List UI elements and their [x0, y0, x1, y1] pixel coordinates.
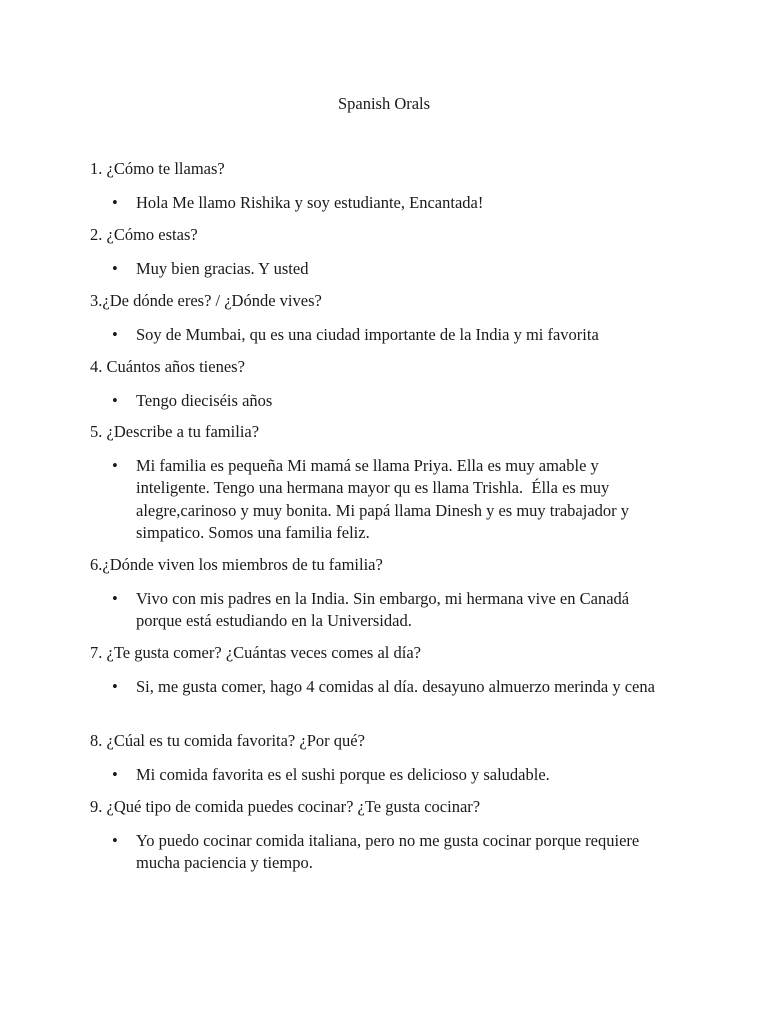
- qa-item-6: [90, 554, 690, 633]
- question-text: 8. ¿Cúal es tu comida favorita? ¿Por qué?: [90, 731, 365, 750]
- qa-item-4: [90, 356, 690, 412]
- qa-item-1: [90, 158, 690, 214]
- answer-list-item: [90, 588, 676, 633]
- qa-item-7: [90, 642, 690, 698]
- answer-text: Muy bien gracias. Y usted: [136, 258, 309, 278]
- qa-item-9: [90, 796, 690, 875]
- question-text: 4. Cuántos años tienes?: [90, 357, 245, 376]
- answer-list-item: [90, 258, 676, 281]
- bullet-icon: •: [112, 588, 118, 608]
- bullet-icon: •: [112, 764, 118, 784]
- bullet-icon: •: [112, 830, 118, 850]
- answer-list-item: [90, 455, 676, 545]
- question-text: 6.¿Dónde viven los miembros de tu familia?: [90, 555, 383, 574]
- answer-list-item: [90, 324, 676, 347]
- answer-list-item: [90, 764, 676, 787]
- document-title: Spanish Orals: [337, 94, 431, 113]
- qa-item-2: [90, 224, 690, 280]
- bullet-icon: •: [112, 676, 118, 696]
- answer-text: Hola Me llamo Rishika y soy estudiante, Encantada!: [136, 192, 484, 212]
- answer-text: Mi comida favorita es el sushi porque es delicioso y saludable.: [136, 764, 550, 784]
- qa-item-8: [90, 730, 690, 786]
- answer-text: Yo puedo cocinar comida italiana, pero no me gusta cocinar porque requiere mucha paciencia y tiempo.: [136, 830, 644, 872]
- answer-text: Si, me gusta comer, hago 4 comidas al día. desayuno almuerzo merinda y cena: [136, 676, 655, 696]
- answer-list-item: [90, 830, 676, 875]
- bullet-icon: •: [112, 390, 118, 410]
- question-text: 9. ¿Qué tipo de comida puedes cocinar? ¿Te gusta cocinar?: [90, 797, 481, 816]
- answer-text: Tengo dieciséis años: [136, 390, 273, 410]
- answer-list-item: [90, 390, 676, 413]
- answer-list-item: [90, 676, 676, 699]
- question-text: 3.¿De dónde eres? / ¿Dónde vives?: [90, 291, 322, 310]
- answer-list-item: [90, 192, 676, 215]
- bullet-icon: •: [112, 455, 118, 475]
- question-text: 5. ¿Describe a tu familia?: [90, 422, 260, 441]
- question-text: 1. ¿Cómo te llamas?: [90, 159, 225, 178]
- question-text: 2. ¿Cómo estas?: [90, 225, 198, 244]
- answer-text: Vivo con mis padres en la India. Sin embargo, mi hermana vive en Canadá porque está estudiando en la Universidad.: [136, 588, 634, 630]
- answer-text: Mi familia es pequeña Mi mamá se llama Priya. Ella es muy amable y inteligente. Tengo una hermana mayor qu es llama Trishla. Élla es muy alegre,carinoso y muy bonita. Mi papá llama Dinesh y es muy trabajador y simpatico. Somos una familia feliz.: [136, 455, 634, 542]
- qa-item-3: [90, 290, 690, 346]
- bullet-icon: •: [112, 324, 118, 344]
- bullet-icon: •: [112, 258, 118, 278]
- bullet-icon: •: [112, 192, 118, 212]
- question-text: 7. ¿Te gusta comer? ¿Cuántas veces comes al día?: [90, 643, 421, 662]
- answer-text: Soy de Mumbai, qu es una ciudad importante de la India y mi favorita: [136, 324, 599, 344]
- qa-item-5: [90, 421, 690, 545]
